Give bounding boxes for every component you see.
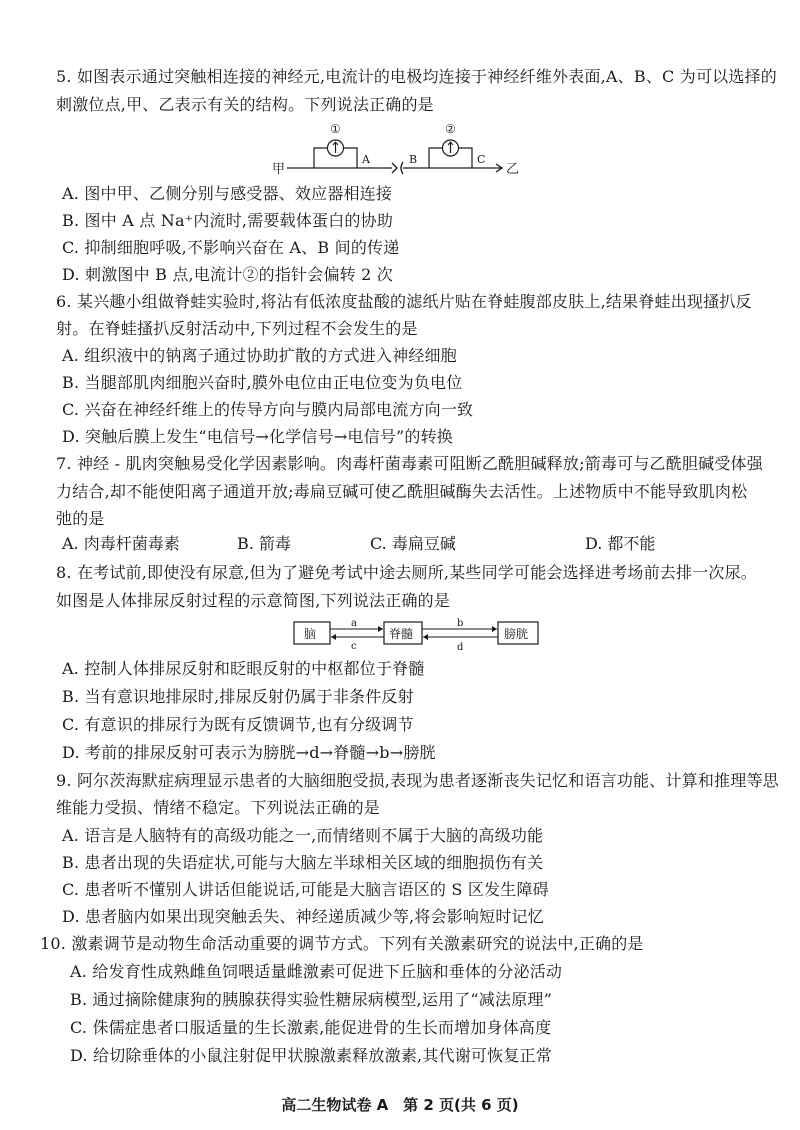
q7-option-c: C. 毒扁豆碱 (370, 534, 456, 553)
q8-option-a: A. 控制人体排尿反射和眨眼反射的中枢都位于脊髓 (62, 659, 425, 678)
q9-option-a: A. 语言是人脑特有的高级功能之一,而情绪则不属于大脑的高级功能 (62, 826, 544, 845)
q6-stem-line2: 射。在脊蛙搔扒反射活动中,下列过程不会发生的是 (56, 319, 418, 338)
q7-option-d: D. 都不能 (585, 534, 656, 553)
q7-option-b: B. 箭毒 (237, 534, 291, 553)
q8-arrow-a-label: a (351, 618, 357, 629)
q7-option-a: A. 肉毒杆菌毒素 (62, 534, 180, 553)
q5-point-a: A (362, 153, 370, 166)
q6-option-c: C. 兴奋在神经纤维上的传导方向与膜内局部电流方向一致 (62, 400, 474, 419)
q6-option-b: B. 当腿部肌肉细胞兴奋时,膜外电位由正电位变为负电位 (62, 373, 463, 392)
q10-stem-line1: 10. 激素调节是动物生命活动重要的调节方式。下列有关激素研究的说法中,正确的是 (40, 934, 644, 953)
q8-option-d: D. 考前的排尿反射可表示为膀胱→d→脊髓→b→膀胱 (62, 743, 436, 762)
q9-option-c: C. 患者听不懂别人讲话但能说话,可能是大脑言语区的 S 区发生障碍 (62, 880, 549, 899)
q5-point-b: B (409, 153, 418, 166)
q6-option-a: A. 组织液中的钠离子通过协助扩散的方式进入神经细胞 (62, 346, 457, 365)
q5-option-c: C. 抑制细胞呼吸,不影响兴奋在 A、B 间的传递 (62, 238, 400, 257)
q9-option-d: D. 患者脑内如果出现突触丢失、神经递质减少等,将会影响短时记忆 (62, 907, 544, 926)
q5-point-c: C (477, 153, 486, 166)
q5-synapse-arrow (392, 163, 397, 173)
q8-arrow-b-label: b (457, 618, 464, 629)
q10-option-a: A. 给发育性成熟雌鱼饲喂适量雌激素可促进下丘脑和垂体的分泌活动 (70, 962, 563, 981)
q8-box-bladder-label: 膀胱 (504, 627, 529, 641)
q5-option-a: A. 图中甲、乙侧分别与感受器、效应器相连接 (62, 184, 393, 203)
q10-option-b: B. 通过摘除健康狗的胰腺获得实验性糖尿病模型,运用了“减法原理” (70, 990, 552, 1009)
q5-option-d: D. 刺激图中 B 点,电流计②的指针会偏转 2 次 (62, 265, 393, 284)
q8-option-c: C. 有意识的排尿行为既有反馈调节,也有分级调节 (62, 715, 414, 734)
q7-stem-line3: 弛的是 (56, 509, 105, 528)
q5-neuron-diagram (270, 122, 530, 182)
q5-meter1-label: ① (330, 122, 341, 136)
q10-option-c: C. 侏儒症患者口服适量的生长激素,能促进骨的生长而增加身体高度 (70, 1018, 552, 1037)
q9-stem-line1: 9. 阿尔茨海默症病理显示患者的大脑细胞受损,表现为患者逐渐丧失记忆和语言功能、计算和推理等思 (56, 771, 779, 790)
q7-stem-line2: 力结合,却不能使阳离子通道开放;毒扁豆碱可使乙酰胆碱酶失去活性。上述物质中不能导致肌肉松 (56, 482, 748, 501)
q5-option-b: B. 图中 A 点 Na⁺内流时,需要载体蛋白的协助 (62, 211, 394, 230)
q8-arrow-c-label: c (351, 641, 357, 652)
q5-stem-line1: 5. 如图表示通过突触相连接的神经元,电流计的电极均连接于神经纤维外表面,A、B、C 为可以选择的 (56, 67, 777, 86)
q9-option-b: B. 患者出现的失语症状,可能与大脑左半球相关区域的细胞损伤有关 (62, 853, 544, 872)
q5-left-end-label: 甲 (272, 162, 286, 177)
q8-stem-line1: 8. 在考试前,即使没有尿意,但为了避免考试中途去厕所,某些同学可能会选择进考场前去排一次尿。 (56, 563, 758, 582)
q6-option-d: D. 突触后膜上发生“电信号→化学信号→电信号”的转换 (62, 427, 454, 446)
page-footer: 高二生物试卷 A 第 2 页(共 6 页) (281, 1096, 519, 1114)
q8-box-brain-label: 脑 (304, 627, 317, 641)
q8-option-b: B. 当有意识地排尿时,排尿反射仍属于非条件反射 (62, 687, 414, 706)
q8-arrow-d-label: d (457, 642, 464, 652)
q8-reflex-diagram (292, 616, 542, 652)
q7-stem-line1: 7. 神经 - 肌肉突触易受化学因素影响。肉毒杆菌毒素可阻断乙酰胆碱释放;箭毒可与乙酰胆碱受体强 (56, 454, 763, 473)
q9-stem-line2: 维能力受损、情绪不稳定。下列说法正确的是 (56, 798, 381, 817)
q8-box-spinal-label: 脊髓 (389, 627, 414, 641)
q5-synapse-cleft (401, 162, 403, 174)
q5-right-end-label: 乙 (506, 162, 520, 177)
q8-stem-line2: 如图是人体排尿反射过程的示意简图,下列说法正确的是 (56, 591, 451, 610)
q5-meter2-label: ② (445, 122, 456, 136)
q6-stem-line1: 6. 某兴趣小组做脊蛙实验时,将沾有低浓度盐酸的滤纸片贴在脊蛙腹部皮肤上,结果脊蛙出现搔扒反 (56, 292, 752, 311)
q5-stem-line2: 刺激位点,甲、乙表示有关的结构。下列说法正确的是 (56, 95, 434, 114)
q10-option-d: D. 给切除垂体的小鼠注射促甲状腺激素释放激素,其代谢可恢复正常 (70, 1046, 552, 1065)
